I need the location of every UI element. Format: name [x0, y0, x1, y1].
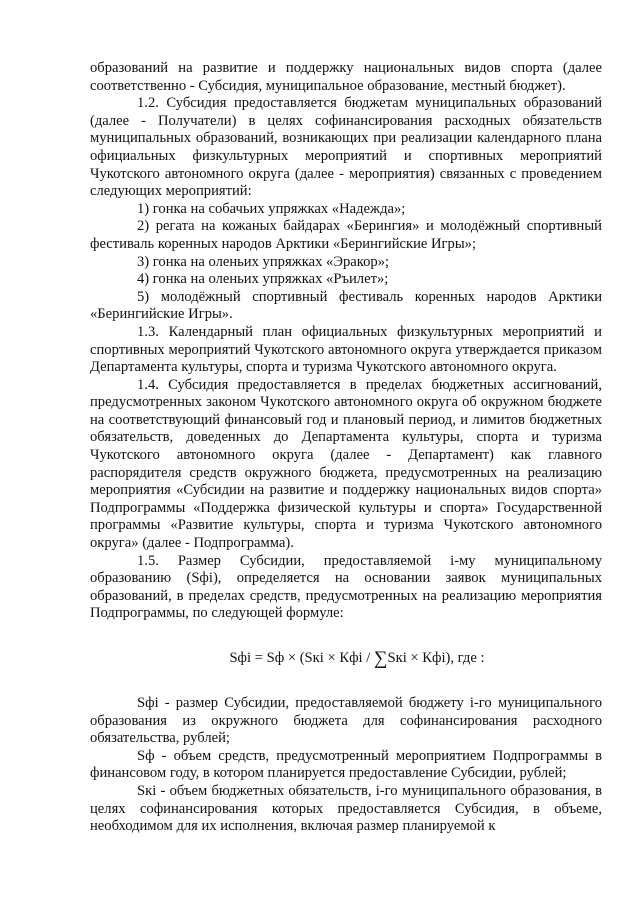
paragraph: 1.4. Субсидия предоставляется в пределах бюджетных ассигнований, предусмотренных законом Чукотского автономного округа об окружном бюджете на соответствующий финансовый год и плановый период, и лимитов бюджетных обязательств, доведенных до Департамента культуры, спорта и туризма Чукотского автономного округа (далее - Департамент) как главного распорядителя средств окружного бюджета, предусмотренных на реализацию мероприятия «Субсидии на развитие и поддержку национальных видов спорта» Подпрограммы «Поддержка физической культуры и спорта» Государственной программы «Развитие культуры, спорта и туризма Чукотского автономного округа» (далее - Подпрограмма).: [90, 376, 602, 552]
document-body-bottom: [90, 695, 602, 836]
paragraph: 4) гонка на оленьих упряжках «Ръилет»;: [137, 271, 389, 288]
paragraph: Sфi - размер Субсидии, предоставляемой бюджету i-го муниципального образования из окружного бюджета для софинансирования расходного обязательства, рублей;: [90, 695, 602, 747]
paragraph: 3) гонка на оленьих упряжках «Эракор»;: [137, 253, 390, 270]
paragraph: Sф - объем средств, предусмотренный мероприятием Подпрограммы в финансовом году, в котором планируется предоставление Субсидии, рублей;: [90, 747, 602, 782]
paragraph: 1.3. Календарный план официальных физкультурных мероприятий и спортивных мероприятий Чукотского автономного округа утверждается приказом Департамента культуры, спорта и туризма Чукотского автономного округа.: [90, 323, 602, 376]
paragraph: 1.5. Размер Субсидии, предоставляемой i-му муниципальному образованию (Sфi), определяется на основании заявок муниципальных образований, в пределах средств, предусмотренных на реализацию мероприятия Подпрограммы, по следующей формуле:: [90, 552, 602, 622]
paragraph: 5) молодёжный спортивный фестиваль коренных народов Арктики «Берингийские Игры».: [90, 288, 602, 323]
subsidy-formula: [90, 647, 602, 670]
paragraph: 2) регата на кожаных байдарах «Берингия» и молодёжный спортивный фестиваль коренных народов Арктики «Берингийские Игры»;: [90, 218, 602, 252]
sum-symbol: ∑: [373, 648, 388, 669]
paragraph: 1.2. Субсидия предоставляется бюджетам муниципальных образований (далее - Получатели) в целях софинансирования расходных обязательств муниципальных образований, возникающих при реализации календарного плана официальных физкультурных мероприятий и спортивных мероприятий Чукотского автономного округа (далее - мероприятия) связанных с проведением следующих мероприятий:: [90, 95, 602, 200]
document-page: [90, 60, 602, 836]
paragraph: Sкi - объем бюджетных обязательств, i-го муниципального образования, в целях софинансирования которых предоставляется Субсидия, в объеме, необходимом для их исполнения, включая размер планируемой к: [90, 782, 602, 835]
document-body-top: [90, 60, 602, 623]
formula-right: Sкi × Кфi), где :: [387, 650, 485, 666]
paragraph: 1) гонка на собачьих упряжках «Надежда»;: [137, 200, 406, 217]
paragraph: образований на развитие и поддержку национальных видов спорта (далее соответственно - Субсидия, муниципальное образование, местный бюджет).: [90, 60, 602, 94]
formula-left: Sфi = Sф × (Sкi × Кфi /: [229, 650, 374, 666]
